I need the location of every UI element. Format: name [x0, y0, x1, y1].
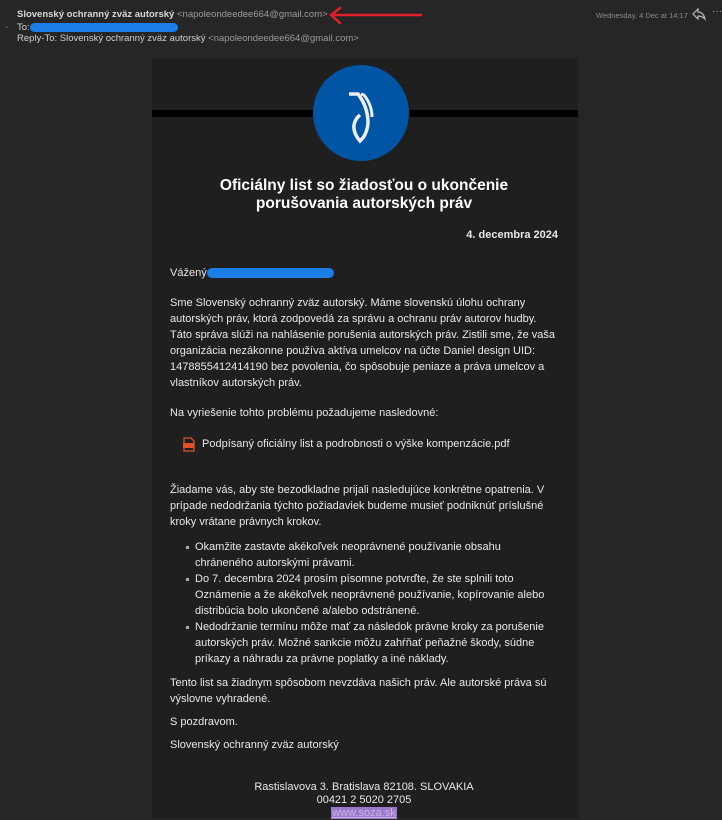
sender-name: Slovenský ochranný zväz autorský: [17, 9, 175, 20]
redacted-recipient: [30, 23, 178, 32]
email-header: [0, 0, 720, 50]
letter-content: [170, 177, 558, 820]
reply-icon[interactable]: [692, 8, 706, 20]
website-link[interactable]: www.soza.sk: [332, 807, 396, 819]
email-date: Wednesday, 4 Dec at 14:17: [596, 11, 688, 20]
redacted-name: [207, 268, 334, 278]
greeting: [170, 265, 558, 281]
greeting-text: Vážený: [170, 267, 207, 279]
paragraph-demands: Žiadame vás, aby ste bezodkladne prijali nasledujúce konkrétne opatrenia. V prípade nedodržania týchto požiadaviek budeme musieť podniknúť príslušné kroky vrátane právnych krokov.: [170, 484, 545, 528]
recipient: [17, 22, 178, 33]
demands-list: [170, 539, 558, 667]
letter-date: 4. decembra 2024: [466, 229, 558, 241]
reply-to-name: Slovenský ochranný zväz autorský: [59, 33, 206, 44]
to-label: To:: [17, 22, 30, 33]
footer: [170, 781, 558, 820]
signature: Slovenský ochranný zväz autorský: [170, 739, 339, 751]
music-note-logo-icon: [313, 65, 409, 161]
attachment-name[interactable]: Podpísaný oficiálny list a podrobnosti o výške kompenzácie.pdf: [202, 438, 510, 450]
attachment-link[interactable]: [182, 436, 558, 452]
reply-to-label: Reply-To:: [17, 33, 58, 44]
list-item: Do 7. decembra 2024 prosím písomne potvrďte, že ste splnili toto Oznámenie a že akékoľvek neoprávnené používanie, kopírovanie alebo distribúcia bolo ukončené a/alebo odstránené.: [195, 571, 558, 619]
paragraph-rights: Tento list sa žiadnym spôsobom nevzdáva našich práv. Ale autorské práva sú výslovne vyhradené.: [170, 677, 547, 705]
reply-to: [17, 33, 359, 44]
email-body: [152, 58, 578, 818]
reply-to-email[interactable]: <napoleondeedee664@gmail.com>: [208, 33, 359, 44]
expand-chevron-icon[interactable]: ⌄: [4, 23, 10, 30]
list-item: Nedodržanie termínu môže mať za následok právne kroky za porušenie autorských práv. Možné sankcie môžu zahŕňať peňažné škody, súdne príkazy a náhradu za právne poplatky a iné náklady.: [195, 619, 558, 667]
paragraph-intro: Sme Slovenský ochranný zväz autorský. Máme slovenskú úlohu ochrany autorských práv, ktorá zodpovedá za správu a ochranu práv autorov hudby. Táto správa slúži na nahlásenie porušenia autorských práv. Zistili sme, že vaša organizácia nezákonne používa aktíva umelcov na účte Daniel design UID: 1478855412414190 bez povolenia, čo spôsobuje peniaze a práva umelcov a vlastníkov autorských práv.: [170, 297, 555, 389]
footer-phone: 00421 2 5020 2705: [316, 794, 412, 806]
list-item: Okamžite zastavte akékoľvek neoprávnené používanie obsahu chráneného autorskými právami.: [195, 539, 558, 571]
letter-title: Oficiálny list so žiadosťou o ukončenie porušovania autorských práv: [219, 177, 509, 212]
footer-address: Rastislavova 3. Bratislava 82108. SLOVAKIA: [254, 781, 474, 793]
sender: [17, 9, 328, 20]
paragraph-request: Na vyriešenie tohto problému požadujeme nasledovné:: [170, 407, 439, 419]
pdf-file-icon: [182, 437, 196, 452]
sender-email[interactable]: <napoleondeedee664@gmail.com>: [176, 9, 328, 20]
soza-logo: [313, 65, 409, 161]
more-icon[interactable]: ···: [712, 6, 722, 17]
closing: S pozdravom.: [170, 716, 238, 728]
red-arrow-annotation: [326, 6, 422, 26]
